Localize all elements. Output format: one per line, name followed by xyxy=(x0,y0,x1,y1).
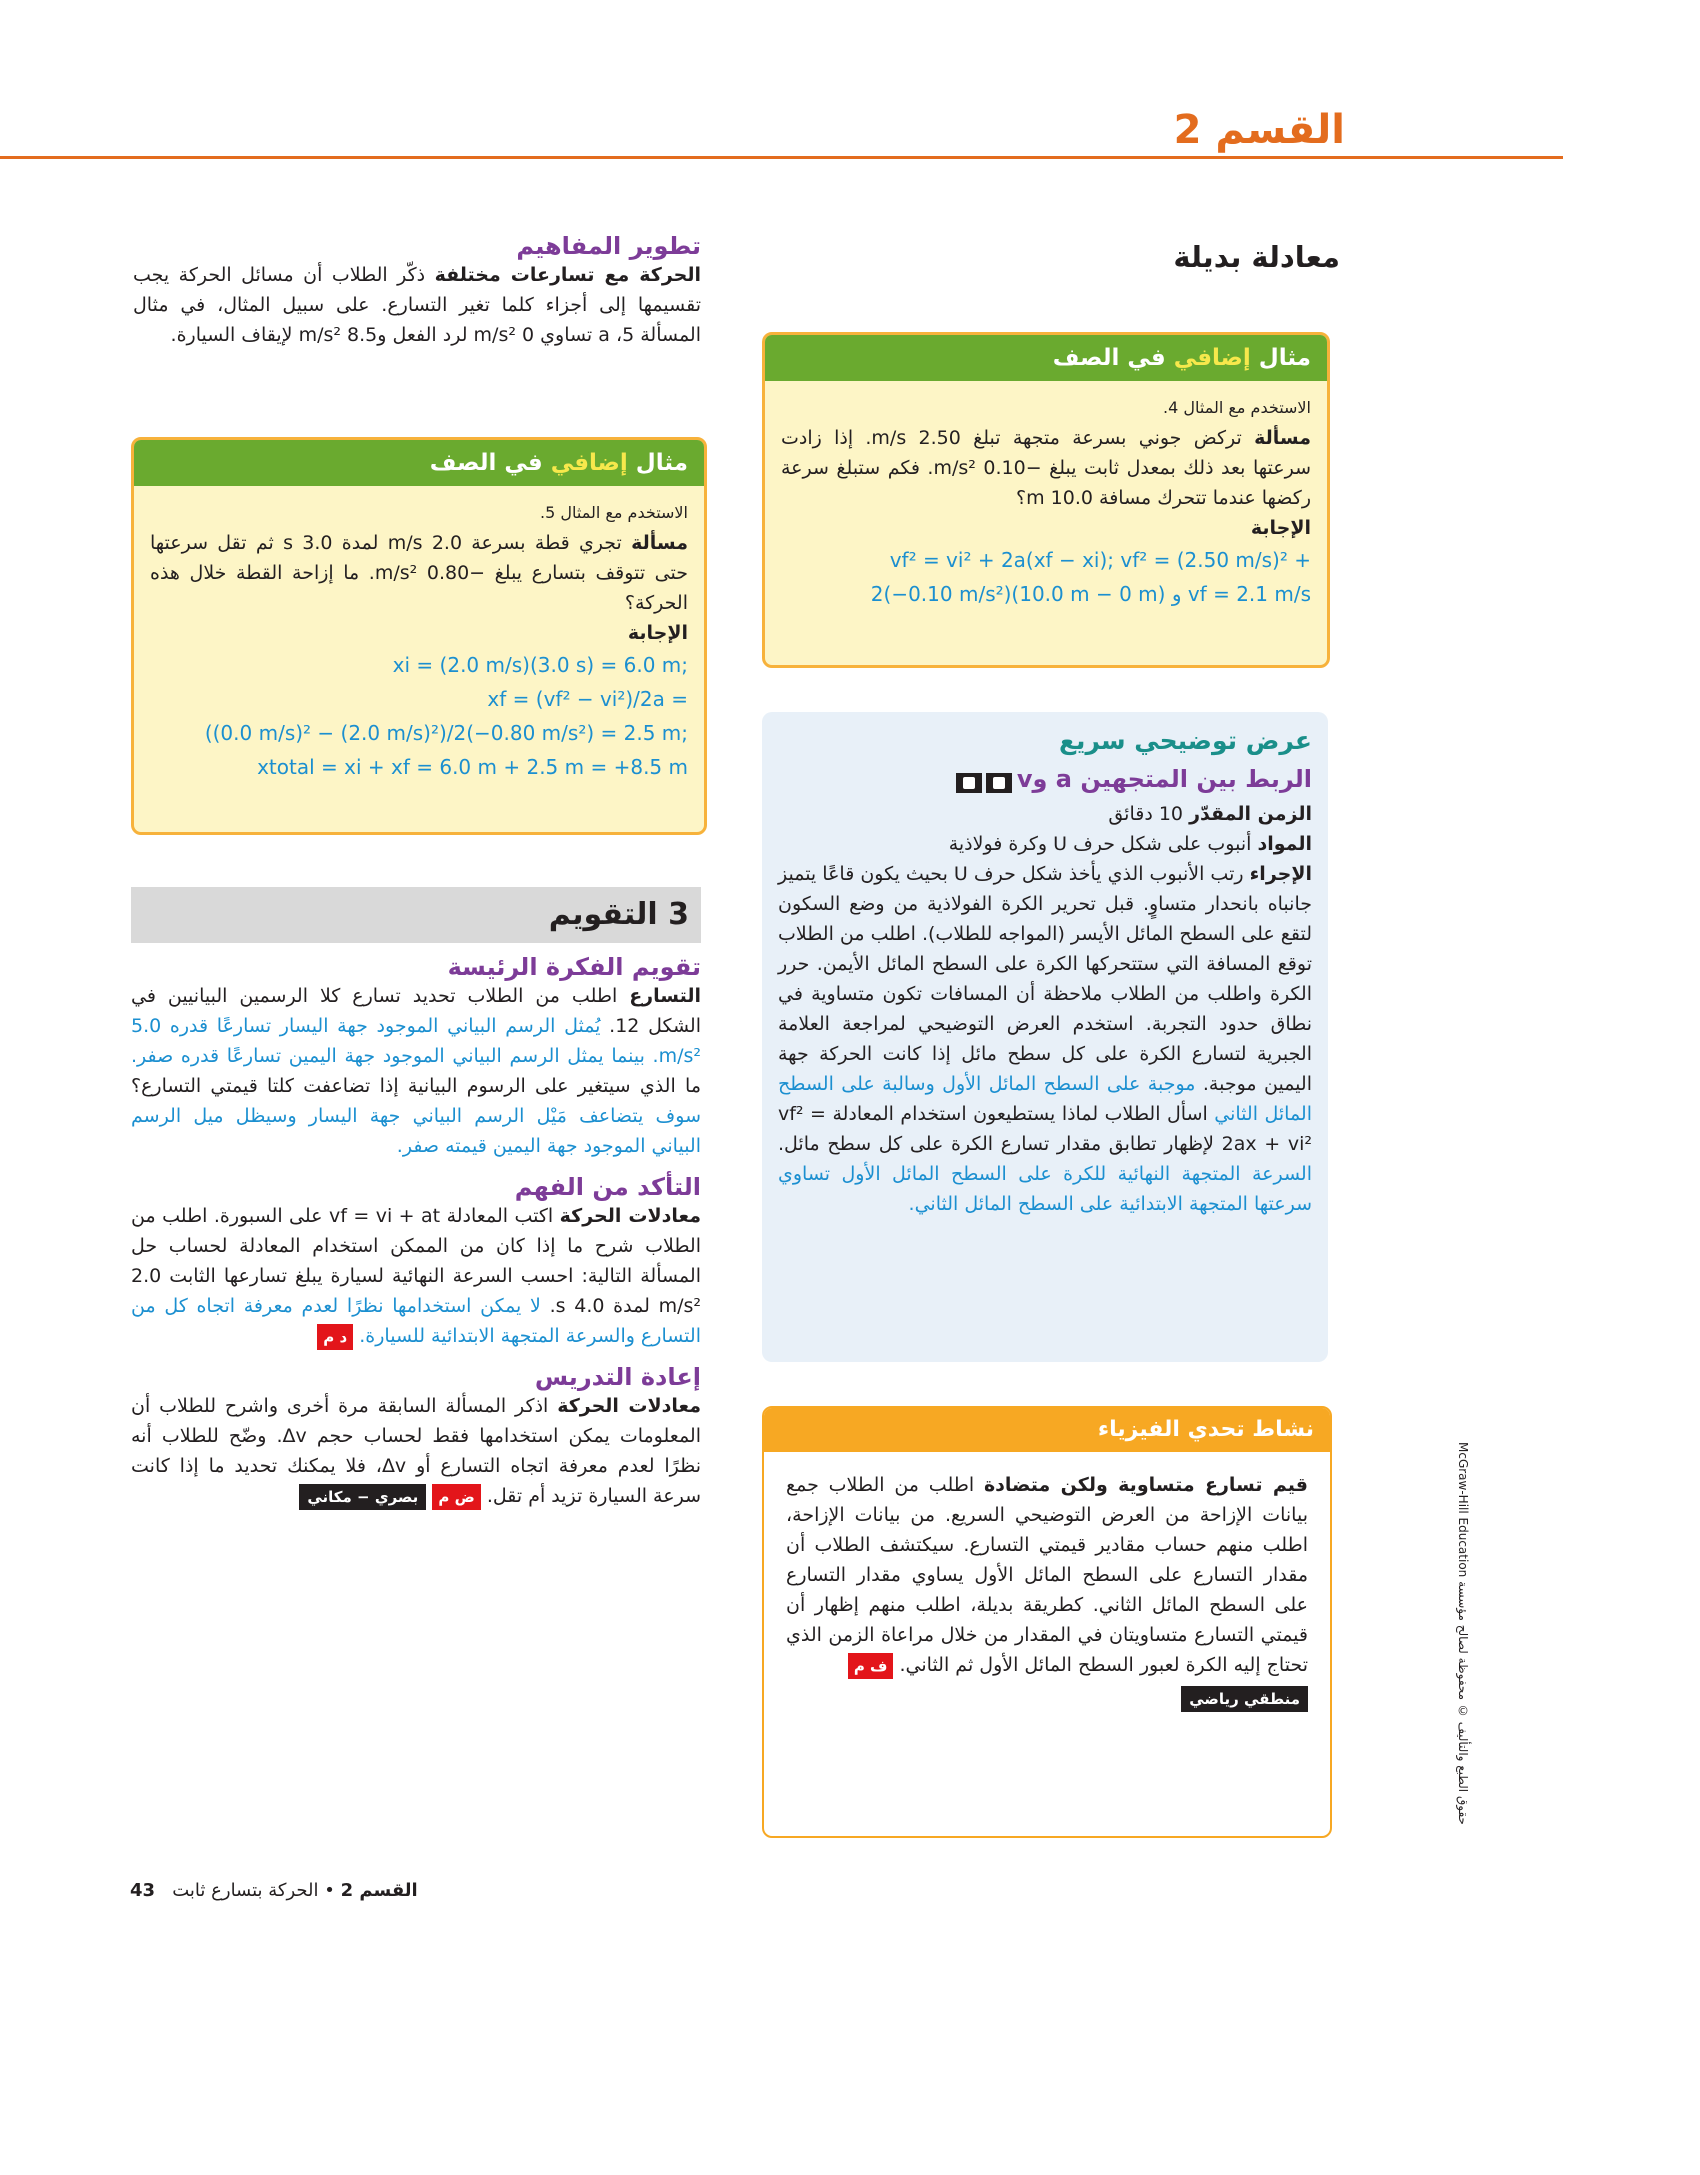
quick-demo-subtitle-row xyxy=(778,765,1312,793)
time-value: 10 دقائق xyxy=(1108,803,1190,825)
challenge-bold: قيم تسارع متساوية ولكن متضادة xyxy=(983,1474,1308,1496)
quick-demo-title: عرض توضيحي سريع xyxy=(1058,726,1312,755)
reteach-level-badge: ض م xyxy=(432,1484,480,1510)
main-idea-answer-2: سوف يتضاعف مَيْل الرسم البياني جهة اليسار وسيظل ميل الرسم البياني الموجود جهة اليمين قيمته صفر. xyxy=(131,1105,701,1157)
assessment-title: 3 التقويم xyxy=(131,887,701,943)
reteach-bold: معادلات الحركة xyxy=(557,1395,702,1417)
demo-type-icons xyxy=(952,772,1012,793)
challenge-learning-style-tag: منطقي رياضي xyxy=(1181,1686,1308,1712)
problem-text: تركض جوني بسرعة متجهة تبلغ 2.50 m/s. إذا زادت سرعتها بعد ذلك بمعدل ثابت يبلغ −0.10 m/s². فكم ستبلغ سرعة ركضها عندما تتحرك مسافة 10.0 m؟ xyxy=(781,427,1311,509)
reteach-learning-style-tag: بصري − مكاني xyxy=(299,1484,426,1510)
extra-example-title-part3: في الصف xyxy=(429,450,551,476)
extra-example-title-part3: في الصف xyxy=(1052,345,1174,371)
page-number: 43 xyxy=(130,1880,156,1901)
reteach-title: إعادة التدريس xyxy=(534,1363,701,1391)
procedure-label: الإجراء xyxy=(1249,863,1312,885)
answer-equation-3: ((0.0 m/s)² − (2.0 m/s)²)/2(−0.80 m/s²) = 2.5 m; xyxy=(204,721,688,745)
extra-example-4-header xyxy=(765,335,1327,381)
check-understanding-title: التأكد من الفهم xyxy=(514,1173,701,1201)
main-idea-title: تقويم الفكرة الرئيسة xyxy=(447,953,701,981)
problem-text: تجري قطة بسرعة 2.0 m/s لمدة 3.0 s ثم تقل سرعتها حتى تتوقف بتسارع يبلغ −0.80 m/s². ما إزاحة القطة خلال هذه الحركة؟ xyxy=(150,532,688,614)
concept-bold: الحركة مع تسارعات مختلفة xyxy=(434,264,702,286)
time-label: الزمن المقدّر xyxy=(1189,803,1312,825)
footer-bullet: • xyxy=(318,1880,341,1901)
answer-equation-2: 2(−0.10 m/s²)(10.0 m − 0 m) و vf = 2.1 m/s xyxy=(870,582,1311,606)
footer-section: القسم 2 xyxy=(340,1880,418,1901)
example-problem xyxy=(150,528,688,618)
extra-example-4-box xyxy=(762,332,1330,668)
main-idea-bold: التسارع xyxy=(629,985,701,1007)
extra-example-5-header xyxy=(134,440,704,486)
assessment-section xyxy=(131,887,701,1511)
answer-equation-1: xi = (2.0 m/s)(3.0 s) = 6.0 m; xyxy=(392,653,688,677)
extra-example-5-box xyxy=(131,437,707,835)
concept-body: ذكّر الطلاب أن مسائل الحركة يجب تقسيمها إلى أجزاء كلما تغير التسارع. على سبيل المثال، في مثال المسألة 5، a تساوي 0 m/s² لرد الفعل و8.5 m/s² لإيقاف السيارة. xyxy=(133,264,701,346)
check-level-badge: د م xyxy=(317,1324,353,1350)
example-note: الاستخدم مع المثال 4. xyxy=(1163,398,1311,417)
answer-label: الإجابة xyxy=(627,622,688,644)
problem-label: مسألة xyxy=(631,532,689,554)
concept-development-text xyxy=(133,260,701,350)
answer-label: الإجابة xyxy=(1250,517,1311,539)
extra-example-title-part1: مثال xyxy=(627,450,688,476)
procedure-text: رتب الأنبوب الذي يأخذ شكل حرف U بحيث يكون قاعًا يتميز جانباه بانحدار متساوٍ. قبل تحرير الكرة الفولاذية من وضع السكون لتقع على السطح المائل الأيسر (المواجه للطلاب). اطلب من الطلاب توقع المسافة التي ستتحركها الكرة على السطح المائل الأيمن. حرر الكرة واطلب من الطلاب ملاحظة أن المسافات تكون متساوية في نطاق حدود التجربة. استخدم العرض التوضيحي لمراجعة العلامة الجبرية لتسارع الكرة على كل سطح مائل إذا كانت الحركة جهة اليمين موجبة. xyxy=(778,863,1312,1095)
answer-equation-1: vf² = vi² + 2a(xf − xi); vf² = (2.50 m/s)² + xyxy=(889,548,1311,572)
problem-label: مسألة xyxy=(1254,427,1311,449)
physics-challenge-title: نشاط تحدي الفيزياء xyxy=(764,1408,1330,1452)
main-idea-text xyxy=(131,981,701,1161)
page-footer xyxy=(130,1880,630,1901)
main-idea-answer: يُمثل الرسم البياني الموجود جهة اليسار تسارعًا قدره 5.0 m/s². بينما يمثل الرسم البياني الموجود جهة اليمين تسارعًا قدره صفر. xyxy=(131,1015,701,1067)
footer-chapter: الحركة بتسارع ثابت xyxy=(172,1880,319,1901)
challenge-text xyxy=(786,1470,1308,1680)
main-idea-body-2: ما الذي سيتغير على الرسوم البيانية إذا تضاعفت كلتا قيمتي التسارع؟ xyxy=(131,1075,701,1097)
alt-equation-heading: معادلة بديلة xyxy=(1173,240,1340,274)
physics-challenge-box xyxy=(762,1406,1332,1838)
example-note: الاستخدم مع المثال 5. xyxy=(540,503,688,522)
answer-equation-4: xtotal = xi + xf = 6.0 m + 2.5 m = +8.5 m xyxy=(257,755,688,779)
concept-development xyxy=(133,232,701,350)
materials-value: أنبوب على شكل حرف U وكرة فولاذية xyxy=(948,833,1258,855)
check-answer: لا يمكن استخدامها نظرًا لعدم معرفة اتجاه كل من التسارع والسرعة المتجهة الابتدائية للسيارة. xyxy=(131,1295,701,1347)
check-body: اكتب المعادلة vf = vi + at على السبورة. اطلب من الطلاب شرح ما إذا كان من الممكن استخدام المعادلة لحساب حل المسألة التالية: احسب السرعة النهائية لسيارة يبلغ تسارعها الثابت 2.0 m/s² لمدة 4.0 s. xyxy=(131,1205,701,1317)
demo-materials xyxy=(778,829,1312,859)
procedure-answer-1: موجبة على السطح المائل الأول وسالبة على السطح المائل الثاني xyxy=(778,1073,1312,1125)
extra-example-title-part2: إضافي xyxy=(550,450,628,476)
quick-demo-box xyxy=(762,712,1328,1362)
reteach-text xyxy=(131,1391,701,1511)
copyright-credit: حقوق الطبع والتأليف © محفوظة لصالح مؤسسة McGraw-Hill Education xyxy=(1456,1442,1470,1825)
extra-example-title-part2: إضافي xyxy=(1173,345,1251,371)
quick-demo-subtitle: الربط بين المتجهين a وv xyxy=(1016,765,1312,793)
check-understanding-text xyxy=(131,1201,701,1351)
demo-icon xyxy=(986,773,1012,793)
video-icon xyxy=(956,773,982,793)
materials-label: المواد xyxy=(1257,833,1312,855)
reteach-body: اذكر المسألة السابقة مرة أخرى واشرح للطلاب أن المعلومات يمكن استخدامها فقط لحساب حجم Δv. وضّح للطلاب أنه نظرًا لعدم معرفة اتجاه التسارع أو Δv، فلا يمكنك تحديد ما إذا كانت سرعة السيارة تزيد أم تقل. xyxy=(131,1395,702,1507)
challenge-body: اطلب من الطلاب جمع بيانات الإزاحة من العرض التوضيحي السريع. من بيانات الإزاحة، اطلب منهم حساب مقادير قيمتي التسارع. سيكتشف الطلاب أن مقدار التسارع على السطح المائل الأول يساوي مقدار التسارع على السطح المائل الثاني. كطريقة بديلة، اطلب منهم إظهار أن قيمتي التسارع متساويتان في المقدار من خلال مراعاة الزمن الذي تحتاج إليه الكرة لعبور السطح المائل الأول ثم الثاني. xyxy=(786,1474,1308,1676)
demo-time xyxy=(778,799,1312,829)
procedure-text-2: اسأل الطلاب لماذا يستطيعون استخدام المعادلة vf² = 2ax + vi² لإظهار تطابق مقدار تسارع الكرة على كل سطح مائل. xyxy=(778,1103,1312,1155)
challenge-level-badge: ف م xyxy=(848,1653,894,1679)
demo-procedure xyxy=(778,859,1312,1219)
header-divider xyxy=(0,156,1563,159)
main-idea-body: اطلب من الطلاب تحديد تسارع كلا الرسمين البيانيين في الشكل 12. xyxy=(131,985,701,1037)
extra-example-title-part1: مثال xyxy=(1250,345,1311,371)
answer-equation-2: xf = (vf² − vi²)/2a = xyxy=(487,687,688,711)
check-bold: معادلات الحركة xyxy=(559,1205,702,1227)
section-title: القسم 2 xyxy=(1173,107,1345,153)
procedure-answer-2: السرعة المتجهة النهائية للكرة على السطح المائل الأول تساوي سرعتها المتجهة الابتدائية على السطح المائل الثاني. xyxy=(778,1163,1312,1215)
example-problem xyxy=(781,423,1311,513)
concept-development-title: تطوير المفاهيم xyxy=(516,232,701,260)
